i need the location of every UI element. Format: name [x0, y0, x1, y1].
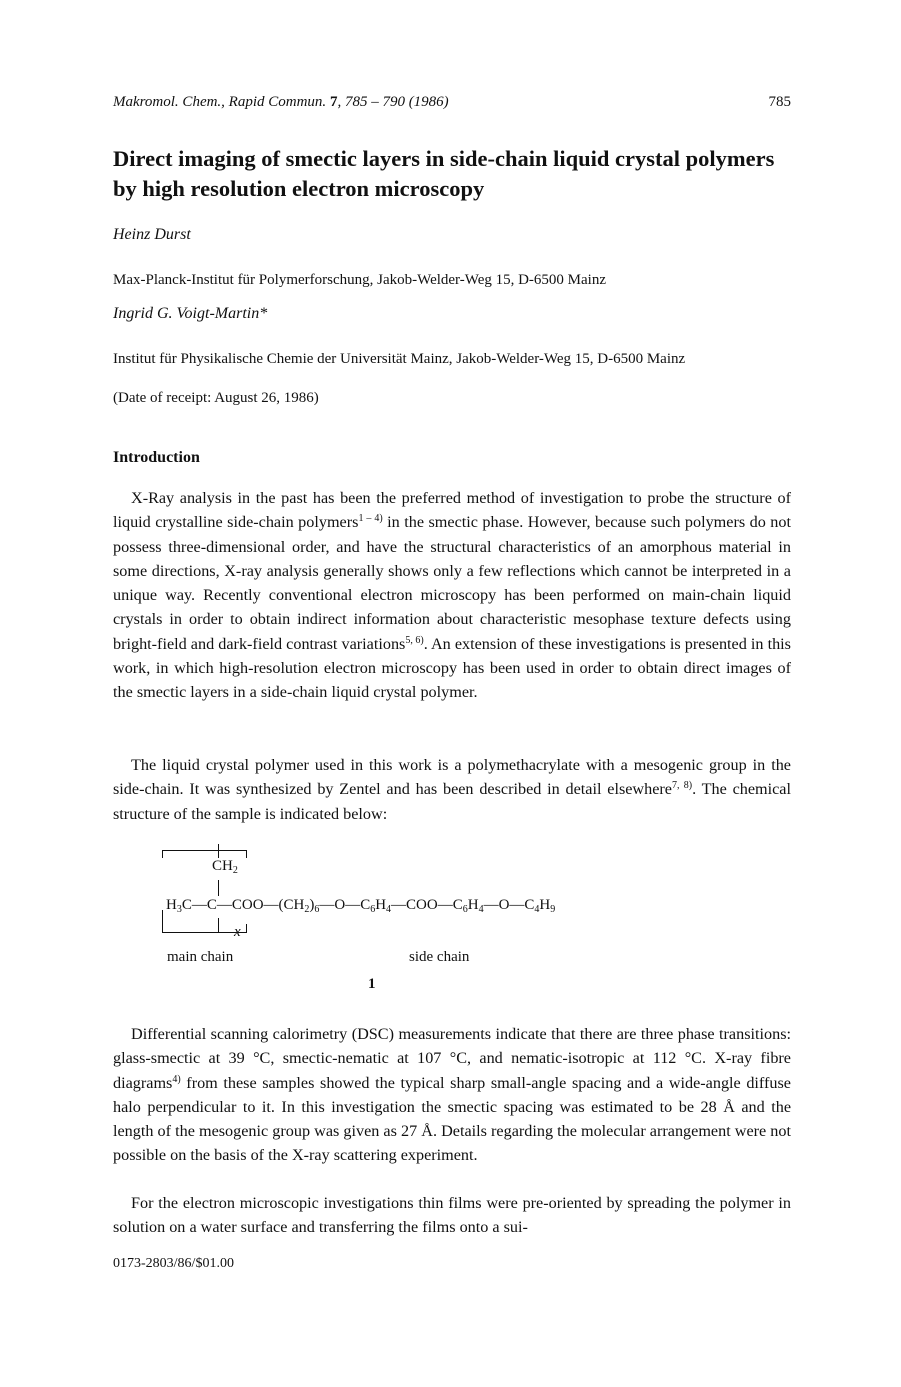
receipt-date: (Date of receipt: August 26, 1986) [113, 390, 319, 406]
backbone-formula: $H_3C—C—COO—(CH_2)_6—O—C_6H_4—COO—C_6H_4—O—C_4H_9$ [166, 897, 556, 915]
side-chain-label: side chain [409, 949, 470, 965]
author-2: Ingrid G. Voigt-Martin* [113, 305, 268, 322]
intro-paragraph-4: For the electron microscopic investigations thin films were pre-oriented by spreading the polymer in solution on a water surface and transferring the films onto a sui- [113, 1194, 791, 1237]
journal-citation: Makromol. Chem., Rapid Commun. 7, 785 – 790 (1986) [113, 94, 449, 110]
bond-down [218, 918, 219, 932]
affiliation-1: Max-Planck-Institut für Polymerforschung, Jakob-Welder-Weg 15, D-6500 Mainz [113, 272, 607, 288]
bracket-top-right-tick [246, 850, 247, 858]
footer-code: 0173-2803/86/$01.00 [113, 1256, 234, 1271]
bond-vertical [218, 880, 219, 896]
repeat-index-x: x [234, 924, 241, 940]
intro-paragraph-1: X-Ray analysis in the past has been the preferred method of investigation to probe the structure of liquid crystalline side-chain polymers$^{1 - 4)}$ in the smectic phase. However, because such polymers do not possess three-dimensional order, and have the structural characteristics of an amorphous material in some directions, X-ray analysis generally shows only a few reflections which cannot be interpreted in a unique way. Recently conventional electron microscopy has been performed on main-chain liquid crystals in order to obtain indirect information about characteristic mesophase texture defects using bright-field and dark-field contrast variations$^{5, 6)}$. An extension of these investigations is presented in this work, in which high-resolution electron microscopy has been used in order to obtain direct images of the smectic layers in a side-chain liquid crystal polymer. [113, 489, 791, 702]
section-heading-introduction: Introduction [113, 449, 200, 466]
intro-paragraph-3: Differential scanning calorimetry (DSC) measurements indicate that there are three phase transitions: glass-smectic at 39 °C, smectic-nematic at 107 °C, and nematic-isotropic at 112 °C. X-ray fibre diagrams$^{4)}$ from these samples showed the typical sharp small-angle spacing and a wide-angle diffuse halo perpendicular to it. In this investigation the smectic spacing was estimated to be 28 Å and the length of the mesogenic group was given as 27 Å. Details regarding the molecular arrangement were not possible on the basis of the X-ray scattering experiment. [113, 1025, 791, 1165]
running-head [113, 94, 791, 111]
author-1: Heinz Durst [113, 226, 191, 243]
affiliation-2: Institut für Physikalische Chemie der Universität Mainz, Jakob-Welder-Weg 15, D-6500 Mainz [113, 351, 686, 367]
bond-up [218, 844, 219, 858]
bracket-top [162, 850, 247, 851]
compound-number: 1 [368, 976, 376, 992]
bracket-bottom-right-tick [246, 924, 247, 932]
bracket-top-left-tick [162, 850, 163, 858]
bracket-bottom-left-tick [162, 910, 163, 932]
main-chain-label: main chain [167, 949, 234, 965]
chemical-structure [150, 840, 710, 990]
page-number: 785 [768, 94, 791, 110]
ch2-group: $CH_2$ [212, 858, 238, 876]
paper-title: Direct imaging of smectic layers in side-chain liquid crystal polymers by high resolution electron microscopy [113, 146, 775, 201]
intro-paragraph-2: The liquid crystal polymer used in this work is a polymethacrylate with a mesogenic group in the side-chain. It was synthesized by Zentel and has been described in detail elsewhere$^{7, 8)}$. The chemical structure of the sample is indicated below: [113, 756, 791, 823]
